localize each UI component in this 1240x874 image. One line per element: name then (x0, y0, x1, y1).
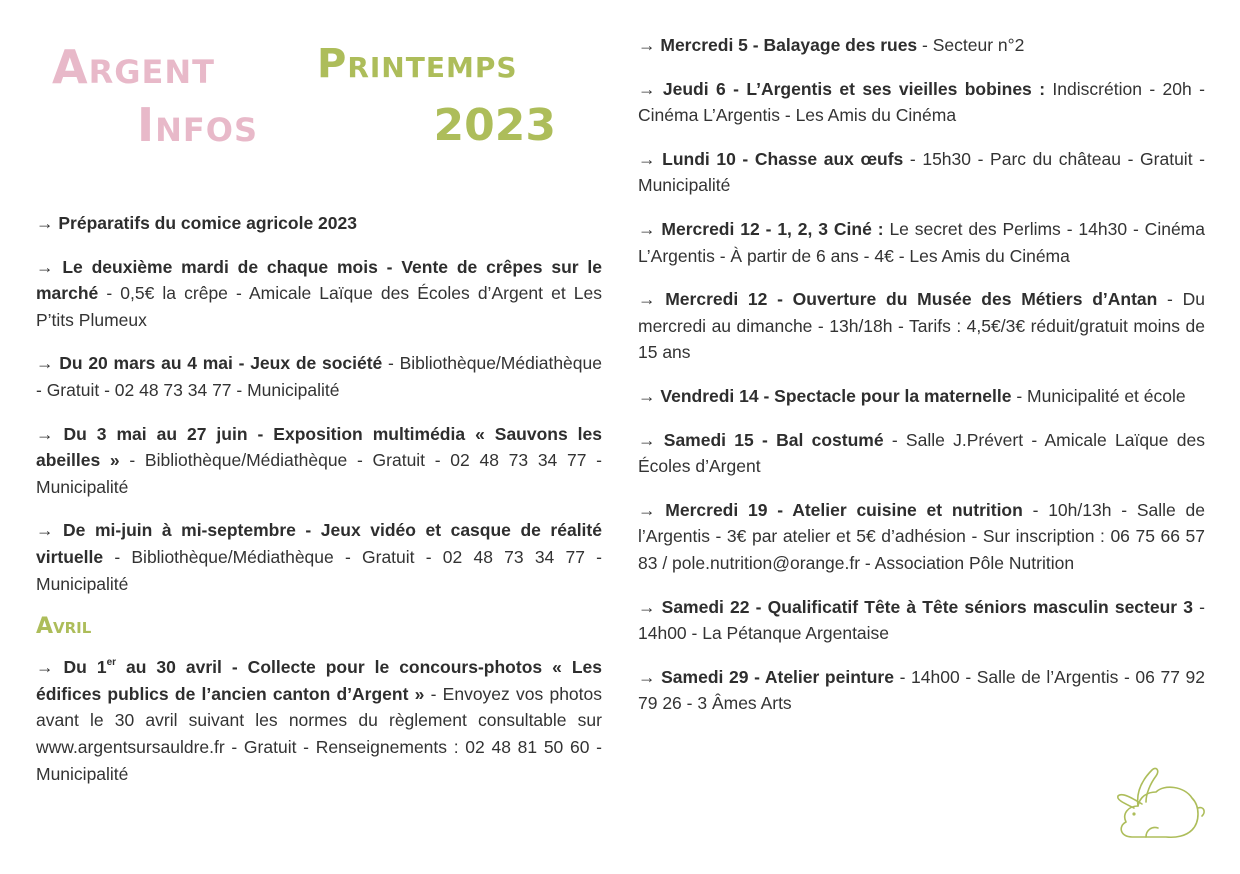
arrow-icon: → (638, 385, 661, 406)
arrow-icon: → (638, 429, 664, 450)
event-title: Samedi 29 - Atelier peinture (661, 666, 894, 687)
event-title: Préparatifs du comice agricole 2023 (58, 213, 357, 233)
arrow-icon: → (638, 666, 662, 687)
event-details: - Du mercredi au dimanche - 13h/18h - Tarifs : 4,5€/3€ réduit/gratuit moins de 15 ans (638, 289, 1205, 363)
event-entry (638, 497, 1205, 577)
title-season: Printemps (317, 41, 518, 87)
event-title: Vendredi 14 - Spectacle pour la maternelle (660, 385, 1012, 406)
arrow-icon: → (638, 499, 666, 520)
event-details: - 15h30 - Parc du château - Gratuit - Municipalité (638, 148, 1205, 196)
event-title: Du 3 mai au 27 juin - Exposition multimédia « Sauvons les abeilles » (36, 423, 603, 471)
event-title: Du 20 mars au 4 mai - Jeux de société (59, 353, 383, 374)
arrow-icon: → (638, 148, 663, 169)
event-details: - Envoyez vos photos avant le 30 avril suivant les normes du règlement consultable sur www.argentsursauldre.fr - Gratuit - Renseignements : 02 48 81 50 60 - Municipalité (36, 683, 602, 784)
arrow-icon: → (36, 520, 64, 541)
event-title: Mercredi 12 - Ouverture du Musée des Métiers d’Antan (665, 289, 1158, 310)
event-details: - 14h00 - Salle de l’Argentis - 06 77 92 79 26 - 3 Âmes Arts (638, 666, 1206, 714)
event-entry (36, 421, 602, 501)
arrow-icon: → (36, 353, 60, 374)
event-title: Samedi 22 - Qualificatif Tête à Tête séniors masculin secteur 3 (661, 596, 1193, 617)
event-title: Le deuxième mardi de chaque mois - Vente de crêpes sur le marché (36, 256, 602, 304)
event-details: - Secteur n°2 (917, 35, 1025, 55)
event-entry (36, 654, 602, 787)
event-title: Samedi 15 - Bal costumé (663, 429, 884, 450)
event-title: Mercredi 5 - Balayage des rues (660, 35, 918, 55)
left-column (36, 210, 602, 804)
arrow-icon: → (638, 289, 666, 310)
event-entry (638, 594, 1205, 647)
event-details: - Bibliothèque/Médiathèque - Gratuit - 02 48 73 34 77 - Municipalité (36, 450, 602, 497)
arrow-icon: → (36, 423, 64, 444)
header (40, 38, 570, 158)
event-details: - Bibliothèque/Médiathèque - Gratuit - 02 48 73 34 77 - Municipalité (36, 353, 602, 400)
right-column (638, 32, 1205, 734)
ordinal-suffix: er (106, 657, 117, 669)
event-title: De mi-juin à mi-septembre - Jeux vidéo et casque de réalité virtuelle (36, 520, 602, 567)
title-infos: Infos (137, 98, 259, 152)
arrow-icon: → (36, 657, 64, 678)
event-title: Lundi 10 - Chasse aux œufs (662, 148, 904, 169)
event-entry (36, 517, 602, 597)
event-entry (638, 76, 1205, 129)
rabbit-icon (1112, 762, 1208, 842)
event-entry (638, 664, 1205, 717)
section-heading-avril: Avril (36, 614, 92, 640)
arrow-icon: → (36, 213, 59, 233)
event-entry (36, 254, 602, 334)
event-details: Le secret des Perlims - 14h30 - Cinéma L’Argentis - À partir de 6 ans - 4€ - Les Amis du Cinéma (638, 218, 1205, 266)
event-title: Mercredi 12 - 1, 2, 3 Ciné : (661, 218, 884, 239)
event-entry (638, 146, 1205, 199)
event-entry (638, 427, 1205, 480)
arrow-icon: → (638, 596, 662, 617)
event-title: Mercredi 19 - Atelier cuisine et nutrition (665, 499, 1023, 520)
event-details: - Municipalité et école (1011, 385, 1186, 406)
arrow-icon: → (638, 78, 663, 99)
event-details: - 0,5€ la crêpe - Amicale Laïque des Écoles d’Argent et Les P’tits Plumeux (36, 283, 602, 330)
event-details: - 14h00 - La Pétanque Argentaise (638, 596, 1205, 644)
event-entry (638, 32, 1205, 59)
event-entry (638, 286, 1205, 366)
event-details: - Salle J.Prévert - Amicale Laïque des Écoles d’Argent (638, 429, 1205, 477)
event-entry (638, 383, 1205, 410)
event-entry (36, 350, 602, 403)
arrow-icon: → (638, 218, 662, 239)
arrow-icon: → (36, 256, 63, 277)
event-entry (36, 210, 602, 237)
event-details: - Bibliothèque/Médiathèque - Gratuit - 02 48 73 34 77 - Municipalité (36, 546, 602, 594)
title-year: 2023 (433, 100, 556, 151)
event-details: - 10h/13h - Salle de l’Argentis - 3€ par atelier et 5€ d’adhésion - Sur inscription : 06 75 66 57 83 / pole.nutrition@orange.fr - Association Pôle Nutrition (638, 499, 1205, 573)
arrow-icon: → (638, 35, 661, 55)
event-title-part: Du 1 (63, 657, 107, 678)
event-title: Jeudi 6 - L’Argentis et ses vieilles bobines : (662, 78, 1046, 99)
event-title-part: au 30 avril - Collecte pour le concours-photos « Les édifices publics de l’ancien canton d’Argent » (36, 657, 602, 704)
event-details: Indiscrétion - 20h - Cinéma L’Argentis - Les Amis du Cinéma (638, 78, 1205, 126)
event-entry (638, 216, 1205, 269)
title-argent: Argent (52, 40, 215, 94)
